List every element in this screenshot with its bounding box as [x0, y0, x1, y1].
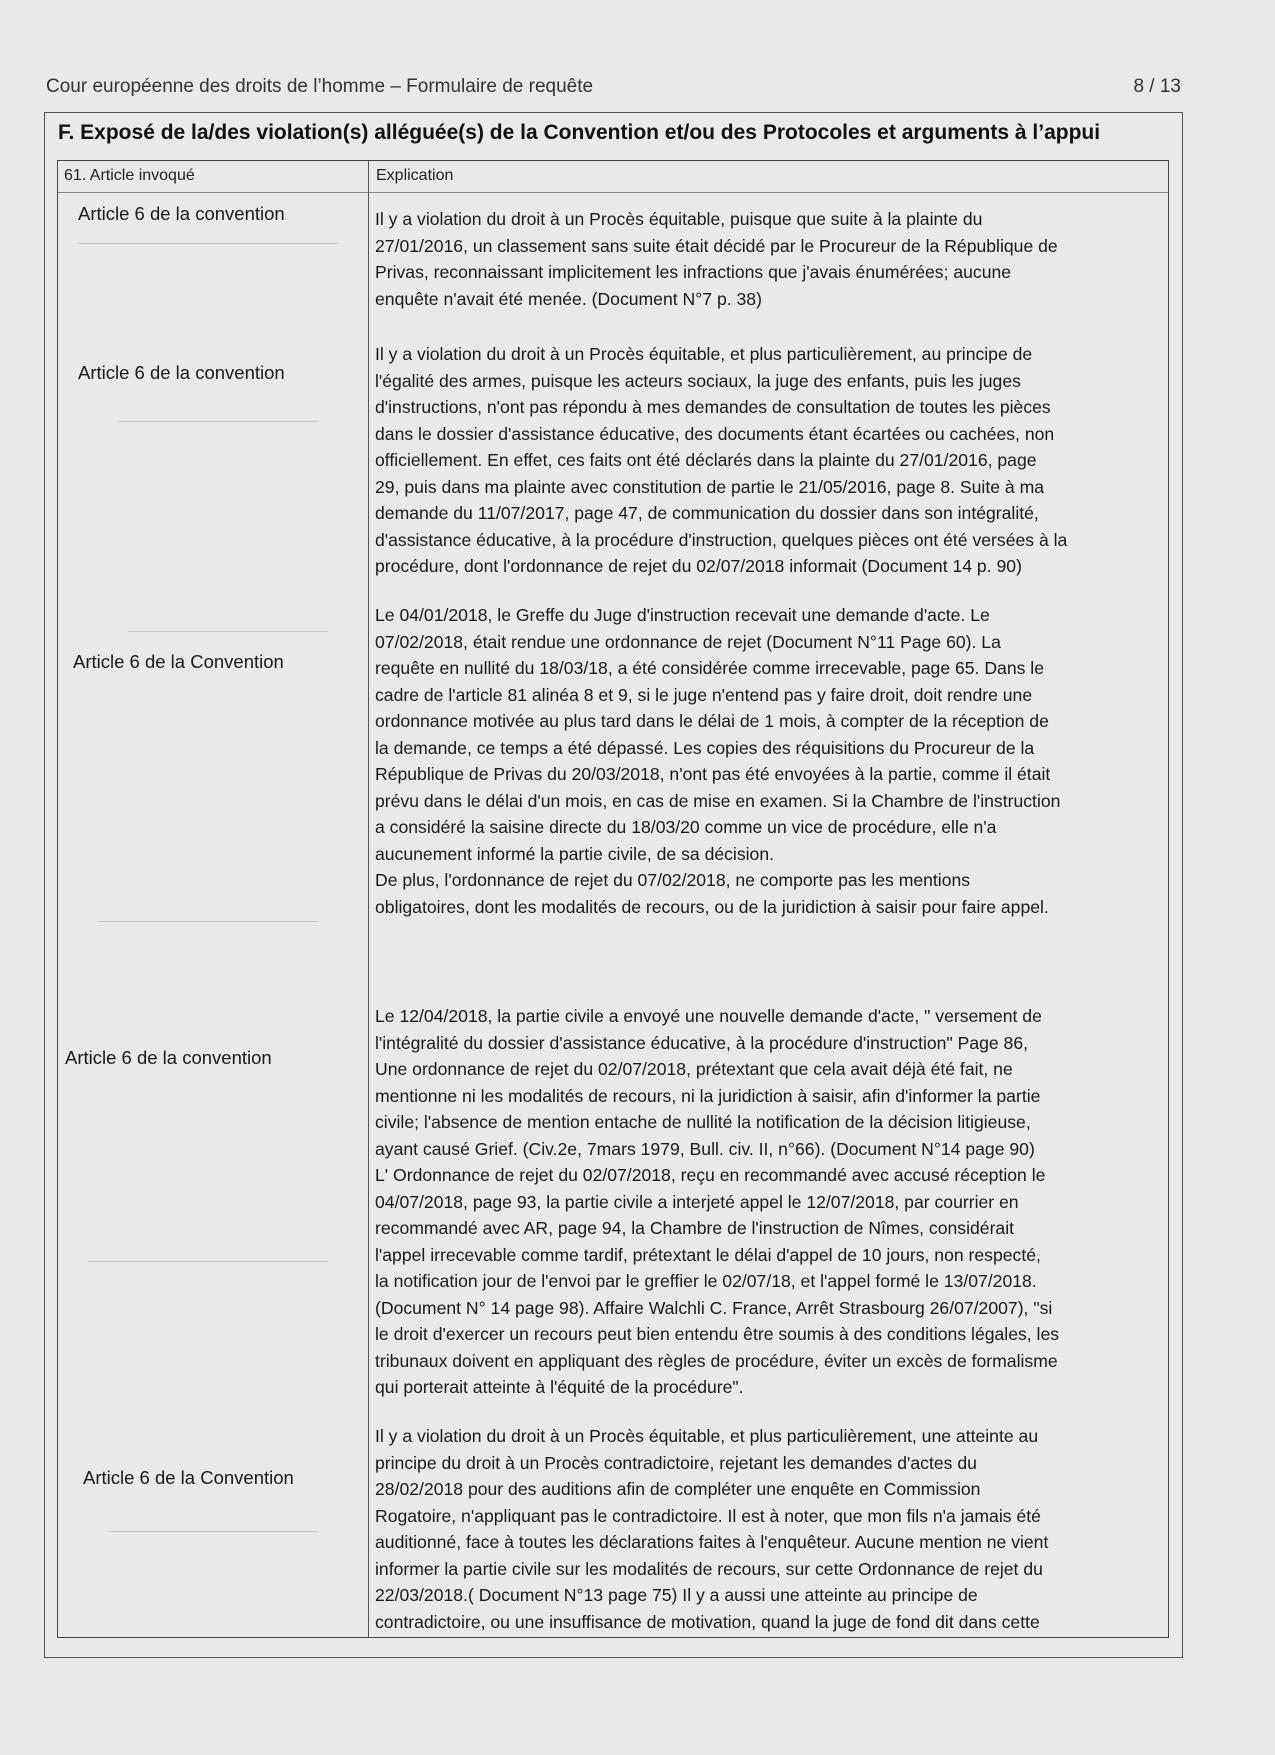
page-number: 8 / 13 — [1133, 76, 1181, 97]
explanation-line: recommandé avec AR, page 94, la Chambre de l'instruction de Nîmes, considérait — [375, 1218, 1015, 1238]
explanation-line: L' Ordonnance de rejet du 02/07/2018, reçu en recommandé avec accusé réception le — [375, 1165, 1046, 1185]
explanation-line: requête en nullité du 18/03/18, a été considérée comme irrecevable, page 65. Dans le — [375, 658, 1044, 678]
explanation-line: ayant causé Grief. (Civ.2e, 7mars 1979, Bull. civ. II, n°66). (Document N°14 page 90) — [375, 1138, 1035, 1159]
explanation-line: Il y a violation du droit à un Procès équitable, et plus particulièrement, une atteinte au — [375, 1426, 1039, 1446]
explanation-line: obligatoires, dont les modalités de recours, ou de la juridiction à saisir pour faire appel. — [375, 896, 1049, 917]
article-label: Article 6 de la Convention — [83, 1467, 294, 1488]
explanation-line: auditionné, face à toutes les déclarations faites à l'enquêteur. Aucune mention ne vient — [375, 1532, 1049, 1552]
explanation-line: prévu dans le délai d'un mois, en cas de mise en examen. Si la Chambre de l'instruction — [375, 790, 1061, 811]
explanation-line: d'assistance éducative, à la procédure d'instruction, quelques pièces ont été versées à la — [375, 529, 1068, 550]
explanation-line: 27/01/2016, un classement sans suite était décidé par le Procureur de la République de — [375, 235, 1058, 256]
faint-rule — [88, 1261, 328, 1262]
explanation-line: Le 04/01/2018, le Greffe du Juge d'instruction recevait une demande d'acte. Le — [375, 605, 990, 625]
explanation-line: officiellement. En effet, ces faits ont été déclarés dans la plainte du 27/01/2016, page — [375, 450, 1037, 470]
page-header — [46, 76, 1181, 104]
faint-rule — [108, 1531, 318, 1532]
explanation-block — [375, 206, 1165, 312]
column-header-explication: Explication — [376, 167, 454, 184]
explanation-line: l'intégralité du dossier d'assistance éducative, à la procédure d'instruction" Page 86, — [375, 1032, 1029, 1053]
form-section-frame — [44, 112, 1183, 1658]
explanation-line: d'instructions, n'ont pas répondu à mes demandes de consultation de toutes les pièces — [375, 397, 1051, 417]
explanation-line: cadre de l'article 81 alinéa 8 et 9, si le juge n'entend pas y faire droit, doit rendre une — [375, 684, 1033, 705]
form-title: Cour européenne des droits de l’homme – Formulaire de requête — [46, 76, 594, 97]
explanation-line: 04/07/2018, page 93, la partie civile a interjeté appel le 12/07/2018, par courrier en — [375, 1191, 1019, 1212]
explanation-line: aucunement informé la partie civile, de sa décision. — [375, 843, 775, 864]
explanation-line: l'appel irrecevable comme tardif, prétextant le délai d'appel de 10 jours, non respecté, — [375, 1244, 1041, 1265]
table-header-row — [58, 161, 1168, 193]
explanation-block — [375, 1003, 1165, 1401]
explanation-line: De plus, l'ordonnance de rejet du 07/02/2018, ne comporte pas les mentions — [375, 870, 971, 890]
explanation-line: 28/02/2018 pour des auditions afin de compléter une enquête en Commission — [375, 1479, 981, 1499]
explanation-block — [375, 602, 1165, 920]
explanation-line: Il y a violation du droit à un Procès équitable, et plus particulièrement, au principe de — [375, 344, 1033, 364]
explanation-line: dans le dossier d'assistance éducative, des documents étant écartées ou cachées, non — [375, 423, 1055, 444]
article-label: Article 6 de la convention — [78, 362, 285, 383]
explanation-line: tribunaux doivent en appliquant des règles de procédure, éviter un excès de formalisme — [375, 1350, 1058, 1371]
explanation-block — [375, 341, 1165, 580]
faint-rule — [128, 631, 328, 632]
explanation-line: demande du 11/07/2017, page 47, de communication du dossier dans son intégralité, — [375, 503, 1039, 523]
explanation-line: Rogatoire, n'appliquant pas le contradictoire. Il est à noter, que mon fils n'a jamais été — [375, 1505, 1041, 1526]
explanation-line: la demande, ce temps a été dépassé. Les copies des réquisitions du Procureur de la — [375, 737, 1035, 758]
explanation-line: la notification jour de l'envoi par le greffier le 02/07/18, et l'appel formé le 13/07/2018. — [375, 1271, 1037, 1291]
explanation-line: qui porterait atteinte à l'équité de la procédure". — [375, 1377, 744, 1397]
explanation-line: Le 12/04/2018, la partie civile a envoyé une nouvelle demande d'acte, " versement de — [375, 1006, 1042, 1026]
explanation-line: a considéré la saisine directe du 18/03/20 comme un vice de procédure, elle n'a — [375, 817, 997, 837]
faint-rule — [118, 421, 318, 422]
violations-table — [57, 160, 1169, 1638]
explanation-line: République de Privas du 20/03/2018, n'ont pas été envoyées à la partie, comme il était — [375, 764, 1051, 784]
explanation-line: 22/03/2018.( Document N°13 page 75) Il y a aussi une atteinte au principe de — [375, 1585, 978, 1605]
explanation-line: procédure, dont l'ordonnance de rejet du 02/07/2018 informait (Document 14 p. 90) — [375, 556, 1022, 576]
explanation-line: contradictoire, ou une insuffisance de motivation, quand la juge de fond dit dans cette — [375, 1611, 1040, 1632]
explanation-line: principe du droit à un Procès contradictoire, rejetant les demandes d'actes du — [375, 1452, 977, 1473]
explanation-line: informer la partie civile sur les modalités de recours, sur cette Ordonnance de rejet du — [375, 1558, 1043, 1579]
faint-rule — [78, 243, 338, 244]
explanation-line: le droit d'exercer un recours peut bien entendu être soumis à des conditions légales, les — [375, 1324, 1060, 1344]
article-label: Article 6 de la convention — [78, 203, 285, 224]
explanation-line: mentionne ni les modalités de recours, ni la juridiction à saisir, afin d'informer la partie — [375, 1085, 1041, 1106]
explanation-line: Il y a violation du droit à un Procès équitable, puisque que suite à la plainte du — [375, 209, 983, 229]
article-label: Article 6 de la convention — [65, 1047, 272, 1068]
explanation-line: ordonnance motivée au plus tard dans le délai de 1 mois, à compter de la réception de — [375, 711, 1049, 731]
column-header-article: 61. Article invoqué — [64, 167, 195, 184]
explanation-line: 07/02/2018, était rendue une ordonnance de rejet (Document N°11 Page 60). La — [375, 631, 1001, 652]
explanation-block — [375, 1423, 1165, 1635]
section-title: F. Exposé de la/des violation(s) alléguée(s) de la Convention et/ou des Protocoles et arguments à l’appui — [58, 121, 1101, 144]
explanation-line: enquête n'avait été menée. (Document N°7 p. 38) — [375, 288, 762, 309]
explanation-line: l'égalité des armes, puisque les acteurs sociaux, la juge des enfants, puis les juges — [375, 370, 1021, 391]
explanation-line: civile; l'absence de mention entache de nullité la notification de la décision litigieuse, — [375, 1112, 1031, 1132]
explanation-line: Privas, reconnaissant implicitement les infractions que j'avais énumérées; aucune — [375, 262, 1012, 282]
explanation-line: (Document N° 14 page 98). Affaire Walchli C. France, Arrêt Strasbourg 26/07/2007), "si — [375, 1297, 1053, 1318]
explanation-line: Une ordonnance de rejet du 02/07/2018, prétextant que cela avait déjà été fait, ne — [375, 1059, 1013, 1079]
article-label: Article 6 de la Convention — [73, 651, 284, 672]
column-divider — [368, 161, 369, 1637]
explanation-line: 29, puis dans ma plainte avec constitution de partie le 21/05/2016, page 8. Suite à ma — [375, 476, 1045, 497]
faint-rule — [98, 921, 318, 922]
